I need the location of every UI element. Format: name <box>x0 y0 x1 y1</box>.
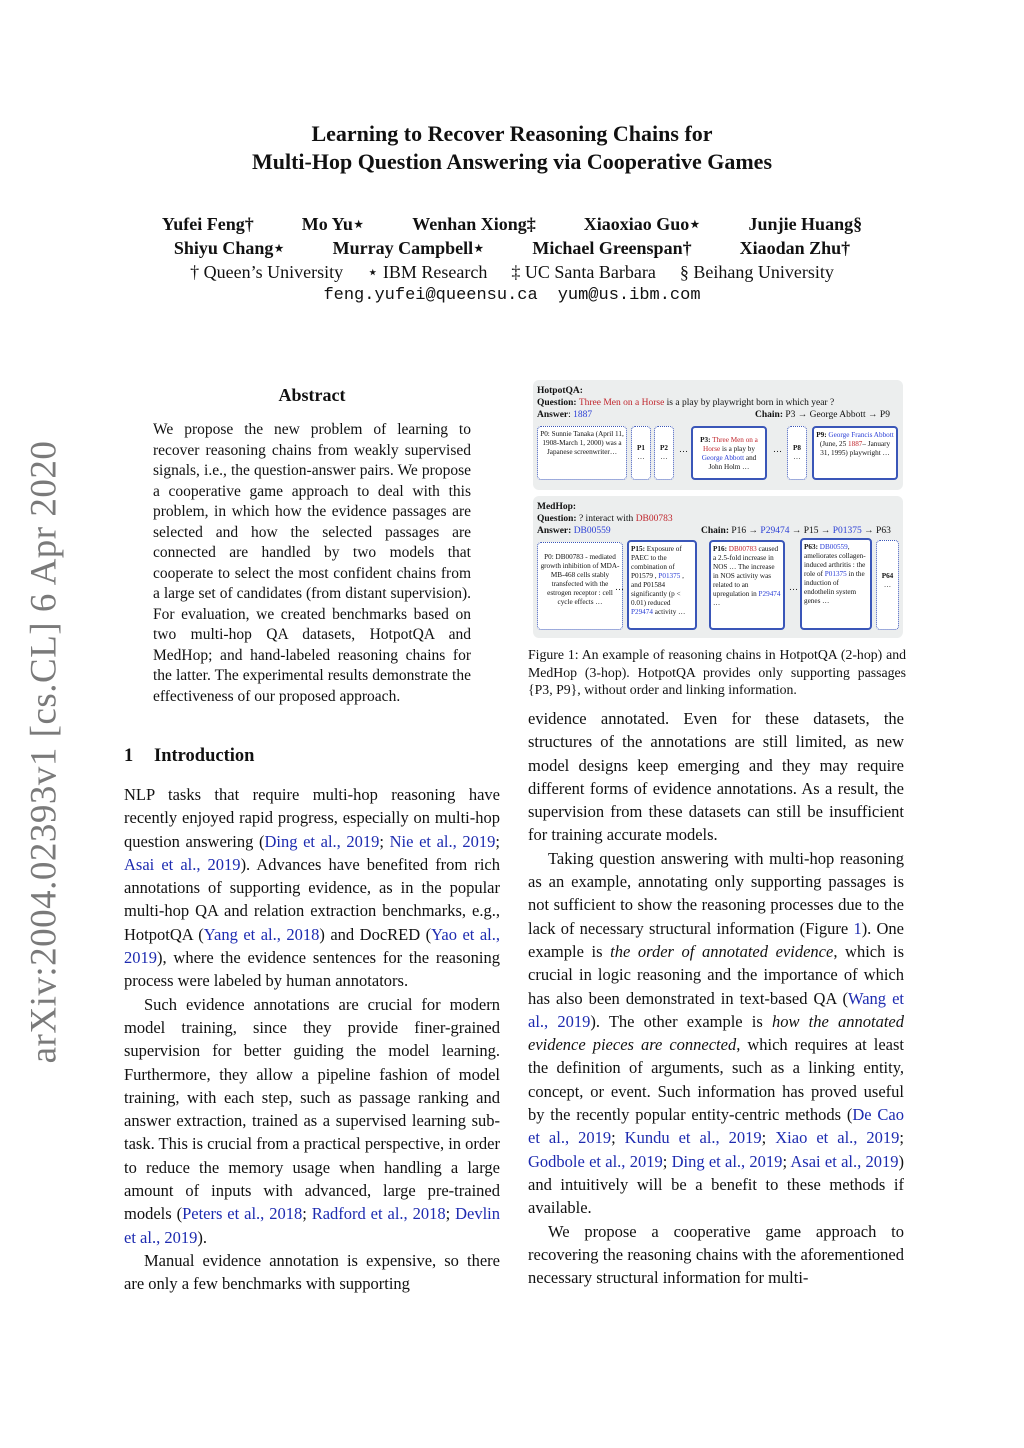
text: ; <box>445 1204 456 1224</box>
passage-id: P8 <box>793 444 801 452</box>
answer-value: DB00559 <box>573 526 611 536</box>
text: ), where the evidence sentences for the reasoning process were labeled by human annotators. <box>124 948 500 991</box>
text: Taking question answering with multi-hop reasoning as an example, annotating only supporting passages is not sufficient to show the reasoning processes due to the lack of necessary structural information (Figure <box>528 848 904 938</box>
section-number: 1 <box>124 746 134 766</box>
figure-ref-link[interactable]: 1 <box>853 918 862 938</box>
text: Exposure of PAEC to the combination of P01579 , <box>631 545 682 580</box>
passage-box <box>654 426 674 480</box>
text: activity … <box>654 608 686 616</box>
question-entity: DB00783 <box>635 514 673 524</box>
answer-line <box>537 525 611 537</box>
link-entity: P01375 <box>658 572 681 580</box>
passage-box: P0: DB00783 - mediated growth inhibition of MDA-MB-468 cells stably transfected with the estrogen receptor : cell cycle effects … <box>537 542 623 630</box>
text: , which requires at least the definition of arguments, such as a linking entity, concept, or event. Such information has proved useful by the recently popular entity-centric methods ( <box>528 1035 904 1125</box>
author-row-1 <box>0 212 1024 236</box>
text: ). <box>197 1227 207 1247</box>
arxiv-stamp <box>14 440 74 1064</box>
author-name: Junjie Huang§ <box>748 214 863 234</box>
text: Such evidence annotations are crucial for modern model training, since they provide finer-grained supervision for better guiding the model learning. Furthermore, they allow a pipeline fashion of model training, with each step, such as passage ranking and answer extraction, trained as a supervised learning sub-task. This is crucial from a practical perspective, in order to reduce the memory usage when handling a large amount of inputs with advanced, large pre-trained models ( <box>124 994 500 1224</box>
citation-link[interactable]: Asai et al., 2019 <box>124 854 241 874</box>
chain-text: → P63 <box>864 526 891 536</box>
text: ). One example is <box>528 918 905 961</box>
citation-link[interactable]: Kundu et al., 2019 <box>624 1128 762 1148</box>
abstract-text: We propose the new problem of learning to recover reasoning chains from weakly supervised signals, i.e., the question-answer pairs. We propose a cooperative game approach to deal with this problem, in which how the evidence passages are selected and how the selected passages are connected are handled by two models that cooperate to select the most confident chains from a large set of candidates (from distant supervision). For evaluation, we created benchmarks based on two multi-hop QA datasets, HotpotQA and MedHop; and hand-labeled reasoning chains for the latter. The experimental results demonstrate the effectiveness of our proposed approach. <box>153 421 471 705</box>
answer-label: Answer: <box>537 526 572 536</box>
citation-link[interactable]: Radford et al., 2018 <box>311 1204 446 1224</box>
question-label: Question: <box>537 398 577 408</box>
right-column <box>528 707 904 1289</box>
text: ; <box>379 831 390 851</box>
abstract-heading: Abstract <box>278 385 346 405</box>
text: – January 31, 1995) playwright … <box>820 440 891 457</box>
author-name: Xiaodan Zhu† <box>739 238 851 258</box>
citation-link[interactable]: Godbole et al., 2019 <box>528 1151 663 1171</box>
passage-id: P3: <box>700 436 711 444</box>
text: ; <box>662 1151 672 1171</box>
chain-line <box>701 525 891 537</box>
answer-label: Answer <box>537 410 569 420</box>
passage-id: P15: <box>631 545 645 553</box>
text: ) and DocRED ( <box>319 924 432 944</box>
text: (June, 25 <box>819 440 847 448</box>
text: ; <box>495 831 500 851</box>
link-entity: P01375 <box>824 570 847 578</box>
ellipsis: … <box>679 444 688 454</box>
passage-id: P1 <box>637 444 645 452</box>
ellipsis: … <box>637 453 645 461</box>
passage-id: P16: <box>713 545 727 553</box>
citation-link[interactable]: Nie et al., 2019 <box>389 831 496 851</box>
passage-id: P64 <box>881 572 894 580</box>
chain-text: → P15 → <box>791 526 831 536</box>
dataset-label: HotpotQA: <box>537 386 583 396</box>
text: NLP tasks that require multi-hop reasoning have recently enjoyed rapid progress, especially on multi-hop question answering ( <box>124 785 500 851</box>
paragraph: We propose a cooperative game approach to recovering the reasoning chains with the aforementioned necessary structural information for multi- <box>528 1221 904 1288</box>
citation-link[interactable]: Ding et al., 2019 <box>671 1151 783 1171</box>
author-block <box>0 212 1024 308</box>
ellipsis: … <box>793 453 801 461</box>
arxiv-id: arXiv:2004.02393v1 [cs.CL] 6 Apr 2020 <box>23 440 65 1064</box>
answer-line: Answer: 1887 <box>537 410 593 420</box>
text: in the induction of endothelin system genes … <box>804 570 865 605</box>
text: , and P01584 significantly (p < 0.01) reduced <box>631 572 684 607</box>
medhop-panel <box>533 496 903 638</box>
link-entity: P29474 <box>631 608 653 616</box>
citation-link[interactable]: Yao et al., 2019 <box>124 924 501 968</box>
dataset-label: MedHop: <box>537 502 577 512</box>
paper-title <box>0 120 1024 176</box>
text: , which is crucial in logic reasoning and the importance of which has also been demonstrated in text-based QA ( <box>528 941 904 1008</box>
link-entity: P29474 <box>758 590 781 598</box>
link-entity: George Abbott <box>701 454 745 462</box>
chain-text: P3 → George Abbott → P9 <box>785 410 890 420</box>
affiliations <box>0 260 1024 284</box>
passage-id: P63: <box>804 543 818 551</box>
author-name: Mo Yu⋆ <box>301 214 365 234</box>
author-name: Michael Greenspan† <box>532 238 692 258</box>
emphasis: how the annotated evidence pieces are connected <box>528 1011 904 1055</box>
citation-link[interactable]: Ding et al., 2019 <box>264 831 380 851</box>
author-name: Wenhan Xiong‡ <box>412 214 536 234</box>
left-column <box>124 783 500 1296</box>
answer-entity: DB00559 <box>819 543 848 551</box>
title-line-2: Multi-Hop Question Answering via Cooperative Games <box>251 149 773 174</box>
chain-line <box>755 409 890 421</box>
ellipsis: … <box>773 444 782 454</box>
text: and John Holm … <box>708 454 757 471</box>
affiliation: ⋆ IBM Research <box>367 262 488 282</box>
text: ). Advances have benefited from rich annotations of supporting evidence, as in the popular multi-hop QA and relation extraction benchmarks, e.g., HotpotQA ( <box>124 854 500 944</box>
entity: DB00783 <box>728 545 757 553</box>
passage-box-gold <box>709 540 785 630</box>
text: ; <box>899 1128 905 1148</box>
section-heading <box>124 746 254 767</box>
email: feng.yufei@queensu.ca <box>323 286 538 305</box>
paragraph <box>124 993 500 1249</box>
question-label: Question: <box>537 514 577 524</box>
text: is a play by <box>722 445 755 453</box>
answer-entity: 1887 <box>848 440 863 448</box>
author-name: Yufei Feng† <box>161 214 254 234</box>
text: ; <box>761 1128 776 1148</box>
passage-id: P9: <box>816 431 827 439</box>
citation-link[interactable]: Devlin et al., 2019 <box>124 1204 500 1247</box>
link-entity: George Francis Abbott <box>828 431 894 439</box>
hotpotqa-panel <box>533 380 903 490</box>
answer-value: 1887 <box>573 410 593 420</box>
title-line-1: Learning to Recover Reasoning Chains for <box>311 121 713 146</box>
passage-box-gold <box>691 426 767 480</box>
citation-link[interactable]: Yang et al., 2018 <box>203 924 320 944</box>
citation-link[interactable]: Peters et al., 2018 <box>182 1204 303 1224</box>
chain-entity: P29474 <box>760 526 790 536</box>
passage-box <box>876 540 899 630</box>
chain-label: Chain: <box>701 526 729 536</box>
text: … <box>713 599 721 607</box>
text: ) and intuitively will be a benefit to these methods if available. <box>528 1151 905 1218</box>
question-line <box>537 397 834 409</box>
paragraph: evidence annotated. Even for these datasets, the structures of the annotations are still limited, as new model designs keep emerging and they may require different forms of evidence annotations. As a result, the supervision from these datasets can still be insufficient for training accurate models. <box>528 709 904 845</box>
figure-1 <box>528 380 906 642</box>
emphasis: the order of annotated evidence <box>610 941 834 961</box>
paragraph <box>528 847 904 1220</box>
passage-box: P0: Sunnie Tanaka (April 11, 1908-March 1, 2000) was a Japanese screenwriter… <box>537 426 627 480</box>
passage-box-gold <box>627 540 697 630</box>
text: , ameliorates collagen-induced arthritis : the role of <box>804 543 866 578</box>
citation-link[interactable]: Asai et al., 2019 <box>790 1151 899 1171</box>
text: ; <box>782 1151 791 1171</box>
citation-link[interactable]: Xiao et al., 2019 <box>775 1128 900 1148</box>
ellipsis: … <box>615 582 624 592</box>
chain-entity: P01375 <box>832 526 862 536</box>
entity: Three Men on a Horse <box>703 436 758 453</box>
question-text: ? interact with <box>578 514 634 524</box>
passage-box <box>631 426 651 480</box>
text: ; <box>611 1128 625 1148</box>
author-row-2 <box>0 236 1024 260</box>
passage-id: P2 <box>660 444 668 452</box>
citation-link[interactable]: De Cao et al., 2019 <box>528 1105 904 1148</box>
ellipsis: … <box>660 453 668 461</box>
passage-box-gold <box>812 426 898 480</box>
affiliation: † Queen’s University <box>190 262 344 282</box>
question-text: is a play by playwright born in which year ? <box>666 398 835 408</box>
text: ; <box>302 1204 312 1224</box>
passage-box <box>787 426 807 480</box>
emails <box>0 284 1024 308</box>
paragraph <box>124 783 500 993</box>
figure-caption: Figure 1: An example of reasoning chains in HotpotQA (2-hop) and MedHop (3-hop). HotpotQA provides only supporting passages {P3, P9}, without order and linking information. <box>528 647 906 697</box>
question-line <box>537 513 673 525</box>
author-name: Shiyu Chang⋆ <box>173 238 285 258</box>
passage-box-gold <box>800 538 872 630</box>
email: yum@us.ibm.com <box>557 286 701 305</box>
affiliation: § Beihang University <box>679 262 834 282</box>
chain-label: Chain: <box>755 410 783 420</box>
text: ). The other example is <box>590 1011 772 1031</box>
author-name: Xiaoxiao Guo⋆ <box>583 214 701 234</box>
question-entity: Three Men on a Horse <box>578 398 665 408</box>
section-title: Introduction <box>154 746 255 766</box>
ellipsis: … <box>883 581 892 589</box>
paragraph: Manual evidence annotation is expensive, so there are only a few benchmarks with supporting <box>124 1250 500 1294</box>
citation-link[interactable]: Wang et al., 2019 <box>528 988 904 1031</box>
chain-text: P16 → <box>731 526 759 536</box>
affiliation: ‡ UC Santa Barbara <box>511 262 656 282</box>
ellipsis: … <box>789 582 798 592</box>
author-name: Murray Campbell⋆ <box>332 238 485 258</box>
text: caused a 2.5-fold increase in NOS … The increase in NOS activity was related to an upregulation in <box>713 545 779 598</box>
